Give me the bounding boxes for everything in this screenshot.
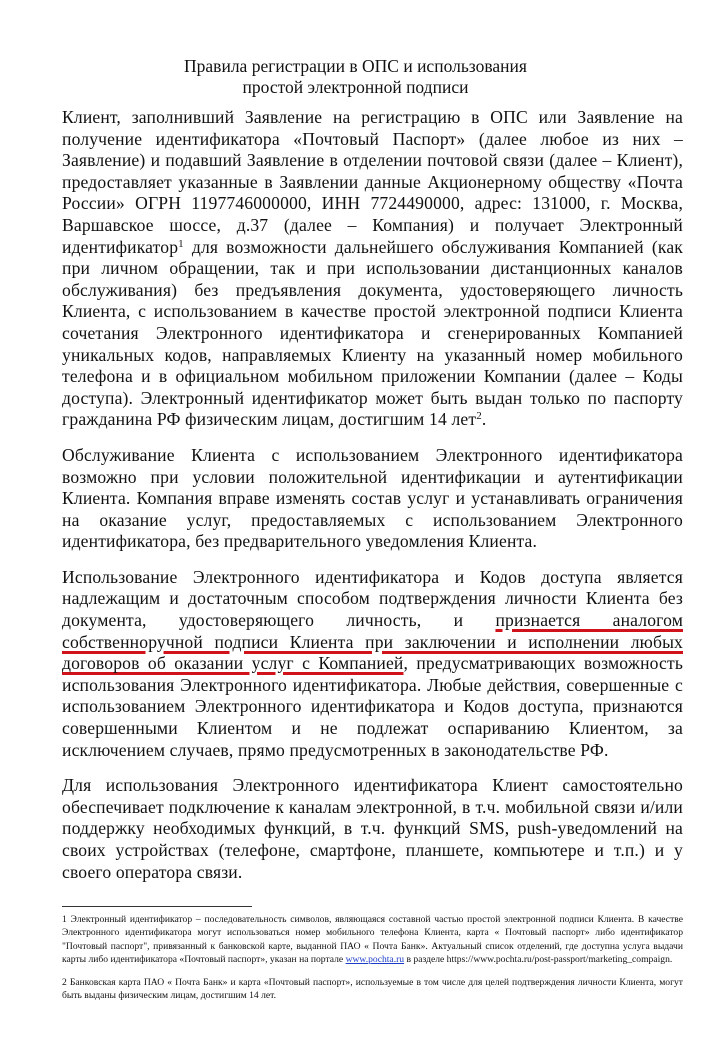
paragraph-service: Обслуживание Клиента с использованием Электронного идентификатора возможно при условии положительной идентификации и аутентификации Клиента. Компания вправе изменять состав услуг и устанавливать ограничения на оказание услуг, предоставляемых с использованием Электронного идентификатора, без предварительного уведомления Клиента. bbox=[62, 444, 683, 552]
paragraph-signature bbox=[62, 567, 683, 761]
document-body bbox=[62, 107, 683, 897]
footnote-text: 1 Электронный идентификатор – последовательность символов, являющаяся составной частью простой электронной подписи Клиента. В качестве Электронного идентификатора могут использоваться номер мобильного телефона Клиента, карта « Почтовый паспорт» либо идентификатор "Почтовый паспорт", привязанный к банковской карте, выданной ПАО « Почта Банк». Актуальный список отделений, где доступна услуга выдачи карты либо идентификатора «Почтовый паспорт», указан на портале bbox=[62, 914, 683, 966]
paragraph-connectivity: Для использования Электронного идентификатора Клиент самостоятельно обеспечивает подключение к каналам электронной, в т.ч. мобильной связи и/или поддержку необходимых функций, в т.ч. функций SMS, push-уведомлений на своих устройствах (телефоне, смартфоне, планшете, компьютере и т.п.) и у своего оператора связи. bbox=[62, 775, 683, 882]
pochta-link[interactable]: www.pochta.ru bbox=[345, 954, 405, 966]
title-line-1: Правила регистрации в ОПС и использования bbox=[184, 56, 527, 76]
footnote-1 bbox=[62, 913, 683, 967]
footnote-ref-1: 1 bbox=[178, 237, 184, 250]
paragraph-text: , предусматривающих возможность использования Электронного идентификатора. Любые действия, совершенные с использованием Электронного идентификатора и Кодов доступа, признаются совершенными Клиентом и не подлежат оспариванию Клиентом, за исключением случаев, прямо предусмотренных в законодательстве РФ. bbox=[62, 653, 683, 760]
title-line-2: простой электронной подписи bbox=[242, 77, 469, 97]
footnote-text: в разделе https://www.pochta.ru/post-passport/marketing_compaign. bbox=[404, 954, 673, 966]
document-title bbox=[0, 56, 711, 98]
paragraph-text: Использование Электронного идентификатора и Кодов доступа является надлежащим и достаточным способом подтверждения личности Клиента без документа, удостоверяющего личность, и bbox=[62, 566, 683, 631]
paragraph-text: Клиент, заполнивший Заявление на регистрацию в ОПС или Заявление на получение идентификатора «Почтовый Паспорт» (далее любое из них – Заявление) и подавший Заявление в отделении почтовой связи (далее – Клиент), предоставляет указанные в Заявлении данные Акционерному обществу «Почта России» ОГРН 1197746000000, ИНН 7724490000, адрес: 131000, г. Москва, Варшавское шоссе, д.37 (далее – Компания) и получает Электронный идентификатор bbox=[62, 107, 683, 257]
footnote-2: 2 Банковская карта ПАО « Почта Банк» и карта «Почтовый паспорт», используемые в том числе для целей подтверждения личности Клиента, могут быть выданы физическим лицам, достигшим 14 лет. bbox=[62, 976, 683, 1002]
paragraph-text: . bbox=[481, 409, 487, 430]
footnote-divider bbox=[62, 906, 252, 907]
footnotes bbox=[62, 913, 683, 1011]
highlighted-clause: признается аналогом собственноручной подписи Клиента при заключении и исполнении любых договоров об оказании услуг с Компанией bbox=[62, 610, 683, 674]
paragraph-text: для возможности дальнейшего обслуживания Компанией (как при личном обращении, так и при использовании дистанционных каналов обслуживания) без предъявления документа, удостоверяющего личность Клиента, с использованием в качестве простой электронной подписи Клиента сочетания Электронного идентификатора и сгенерированных Компанией уникальных кодов, направляемых Клиенту на указанный номер мобильного телефона и в официальном мобильном приложении Компании (далее – Коды доступа). Электронный идентификатор может быть выдан только по паспорту гражданина РФ физическим лицам, достигшим 14 лет bbox=[62, 236, 683, 430]
footnote-ref-2: 2 bbox=[476, 410, 482, 423]
paragraph-registration bbox=[62, 107, 683, 431]
